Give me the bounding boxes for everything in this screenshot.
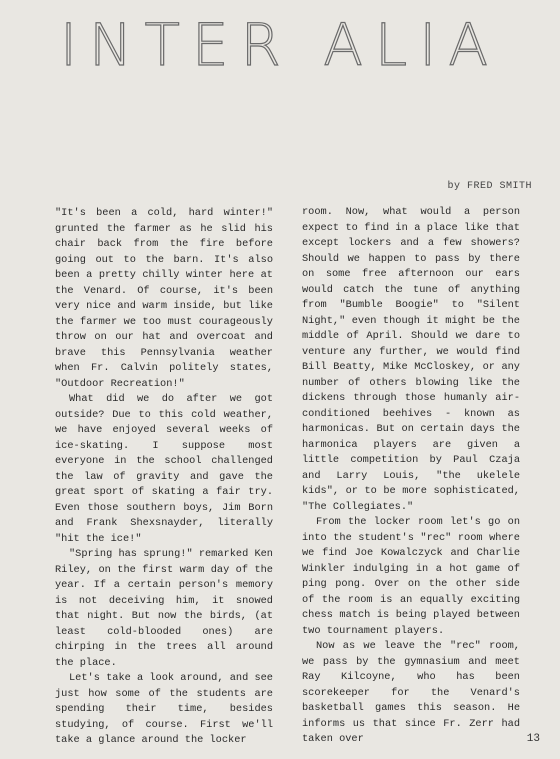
page-number: 13 xyxy=(526,733,540,745)
right-column xyxy=(302,205,520,748)
byline: by FRED SMITH xyxy=(447,181,532,192)
paragraph: From the locker room let's go on into the student's "rec" room where we find Joe Kowalczyck and Charlie Winkler indulging in a hot game of ping pong. Over on the other side of the room is an equally exciting chess match is being played between two tournament players. xyxy=(302,516,520,637)
paragraph: room. Now, what would a person expect to find in a place like that except lockers and a few showers? Should we happen to pass by there on some free afternoon our ears would catch the tune of anything from "Bumble Boogie" to "Silent Night," even though it might be the middle of April. Should we dare to venture any further, we would find Bill Beatty, Mike McCloskey, or any number of others blowing like the dickens through those humanly air-conditioned beehives - known as harmonicas. But on certain days the harmonica players are given a little competition by Paul Czaja and Larry Louis, "the ukelele kids", or to be more sophisticated, "The Collegiates." xyxy=(302,206,520,513)
paragraph: Let's take a look around, and see just how some of the students are spending their time, besides studying, of course. First we'll take a glance around the locker xyxy=(55,672,273,746)
page-title: INTER ALIA xyxy=(59,11,501,79)
left-column xyxy=(55,206,273,749)
paragraph: "It's been a cold, hard winter!" grunted the farmer as he slid his chair back from the fire before going out to the barn. It's also been a pretty chilly winter here at the Venard. Of course, it's been very nice and warm inside, but like the farmer we too must courageously throw on our hat and overcoat and brave this Pennsylvania weather when Fr. Calvin politely states, "Outdoor Recreation!" xyxy=(55,207,273,390)
paragraph: Now as we leave the "rec" room, we pass by the gymnasium and meet Ray Kilcoyne, who has been scorekeeper for the Venard's basketball games this season. He informs us that since Fr. Zerr had taken over xyxy=(302,640,520,745)
paragraph: "Spring has sprung!" remarked Ken Riley, on the first warm day of the year. If a certain person's memory is not deceiving him, it snowed that night. But now the birds, (at least cold-blooded ones) are chirping in the trees all around the place. xyxy=(55,548,273,669)
paragraph: What did we do after we got outside? Due to this cold weather, we have enjoyed several weeks of ice-skating. I suppose most everyone in the school challenged the law of gravity and gave the great sport of skating a fair try. Even those southern boys, Jim Born and Frank Shexsnayder, literally "hit the ice!" xyxy=(55,393,273,545)
